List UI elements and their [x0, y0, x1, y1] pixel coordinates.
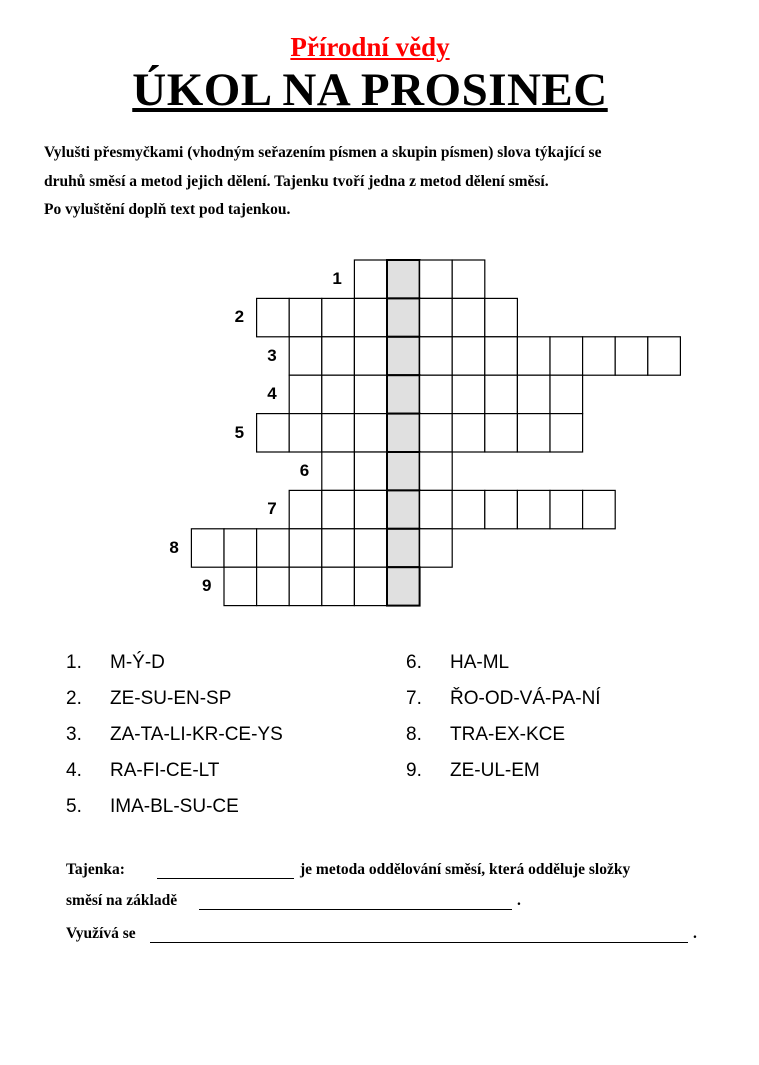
crossword-cell[interactable]	[583, 337, 616, 375]
solution-blank[interactable]	[157, 860, 294, 879]
clue-number: 8.	[406, 724, 422, 745]
crossword-cell[interactable]	[257, 414, 290, 452]
crossword-cell[interactable]	[289, 298, 322, 336]
solution-cell[interactable]	[387, 567, 420, 605]
clue-number: 4.	[66, 760, 82, 781]
crossword-cell[interactable]	[354, 337, 387, 375]
crossword-cell[interactable]	[420, 337, 453, 375]
clue-anagram: ZE-SU-EN-SP	[110, 688, 232, 709]
crossword-cell[interactable]	[485, 298, 518, 336]
crossword-cell[interactable]	[224, 529, 257, 567]
crossword-cell[interactable]	[354, 298, 387, 336]
row-number: 4	[267, 384, 277, 404]
clue-number: 9.	[406, 760, 422, 781]
solution-cell[interactable]	[387, 529, 420, 567]
crossword-cell[interactable]	[257, 529, 290, 567]
crossword-cell[interactable]	[420, 260, 453, 298]
crossword-cell[interactable]	[517, 414, 550, 452]
crossword-cell[interactable]	[420, 375, 453, 413]
clue-number: 1.	[66, 652, 82, 673]
solution-cell[interactable]	[387, 375, 420, 413]
crossword-cell[interactable]	[289, 567, 322, 605]
solution-label: Tajenka:	[66, 861, 125, 878]
crossword-cell[interactable]	[289, 375, 322, 413]
crossword-cell[interactable]	[452, 375, 485, 413]
crossword-cell[interactable]	[615, 337, 648, 375]
crossword-cell[interactable]	[485, 490, 518, 528]
solution-cell[interactable]	[387, 452, 420, 490]
crossword-cell[interactable]	[289, 490, 322, 528]
crossword-cell[interactable]	[322, 452, 355, 490]
crossword-cell[interactable]	[550, 414, 583, 452]
crossword-cell[interactable]	[420, 452, 453, 490]
crossword-cell[interactable]	[452, 298, 485, 336]
crossword-cell[interactable]	[583, 490, 616, 528]
crossword-cell[interactable]	[452, 337, 485, 375]
crossword-cell[interactable]	[420, 529, 453, 567]
clue-anagram: IMA-BL-SU-CE	[110, 796, 239, 817]
solution-cell[interactable]	[387, 260, 420, 298]
subject-heading: Přírodní vědy	[290, 32, 450, 62]
clue-anagram: M-Ý-D	[110, 652, 165, 673]
row-number: 8	[169, 537, 179, 557]
crossword-cell[interactable]	[322, 375, 355, 413]
crossword-cell[interactable]	[485, 375, 518, 413]
fill-text: je metoda oddělování směsí, která odděluje složky	[300, 861, 631, 878]
solution-cell[interactable]	[387, 298, 420, 336]
crossword-cell[interactable]	[322, 337, 355, 375]
crossword-cell[interactable]	[550, 375, 583, 413]
crossword-cell[interactable]	[420, 414, 453, 452]
crossword-cell[interactable]	[452, 260, 485, 298]
crossword-cell[interactable]	[648, 337, 681, 375]
row-number: 6	[299, 461, 310, 480]
clue-number: 5.	[66, 796, 82, 817]
fill-period: .	[517, 892, 521, 909]
row-number: 2	[234, 307, 245, 327]
crossword-cell[interactable]	[289, 529, 322, 567]
row-number: 7	[267, 499, 277, 519]
crossword-cell[interactable]	[354, 490, 387, 528]
crossword-cell[interactable]	[191, 529, 224, 567]
crossword-cell[interactable]	[322, 490, 355, 528]
crossword-cell[interactable]	[420, 490, 453, 528]
crossword-cell[interactable]	[485, 337, 518, 375]
page-title: ÚKOL NA PROSINEC	[132, 64, 608, 116]
crossword-cell[interactable]	[354, 414, 387, 452]
row-number: 3	[267, 345, 277, 365]
clue-anagram: ŘO-OD-VÁ-PA-NÍ	[450, 688, 601, 709]
crossword-cell[interactable]	[289, 337, 322, 375]
usage-blank[interactable]	[150, 924, 688, 943]
crossword-cell[interactable]	[452, 414, 485, 452]
crossword-cell[interactable]	[322, 567, 355, 605]
solution-cell[interactable]	[387, 337, 420, 375]
clue-anagram: HA-ML	[450, 652, 510, 673]
crossword-cell[interactable]	[257, 298, 290, 336]
crossword-cell[interactable]	[452, 490, 485, 528]
instructions	[44, 139, 734, 225]
clue-number: 7.	[406, 688, 422, 709]
crossword-cell[interactable]	[354, 567, 387, 605]
clue-number: 3.	[66, 724, 82, 745]
crossword-cell[interactable]	[517, 490, 550, 528]
crossword-cell[interactable]	[354, 375, 387, 413]
solution-cell[interactable]	[387, 414, 420, 452]
clue-anagram: RA-FI-CE-LT	[110, 760, 220, 781]
crossword-cell[interactable]	[354, 452, 387, 490]
crossword-cell[interactable]	[322, 529, 355, 567]
clue-anagram: ZA-TA-LI-KR-CE-YS	[110, 724, 283, 745]
crossword-cell[interactable]	[322, 298, 355, 336]
crossword-cell[interactable]	[517, 337, 550, 375]
row-number: 1	[332, 269, 342, 288]
basis-blank[interactable]	[199, 891, 512, 910]
crossword-cell[interactable]	[322, 414, 355, 452]
fill-text: směsí na základě	[66, 892, 178, 909]
instruction-line: Po vyluštění doplň text pod tajenkou.	[44, 201, 291, 218]
clue-number: 2.	[66, 688, 82, 709]
instruction-line: Vylušti přesmyčkami (vhodným seřazením písmen a skupin písmen) slova týkající se	[44, 144, 602, 161]
clue-anagram: TRA-EX-KCE	[450, 724, 566, 745]
crossword-cell[interactable]	[420, 298, 453, 336]
crossword-cell[interactable]	[550, 337, 583, 375]
instruction-line: druhů směsí a metod jejich dělení. Tajenku tvoří jedna z metod dělení směsí.	[44, 172, 549, 190]
crossword-cell[interactable]	[354, 529, 387, 567]
clue-anagram: ZE-UL-EM	[450, 760, 540, 781]
crossword-cell[interactable]	[550, 490, 583, 528]
solution-cell[interactable]	[387, 490, 420, 528]
clue-number: 6.	[406, 652, 422, 673]
fill-period: .	[693, 925, 697, 942]
crossword-cell[interactable]	[485, 414, 518, 452]
crossword-cell[interactable]	[257, 567, 290, 605]
crossword-cell[interactable]	[224, 567, 257, 605]
fill-text: Využívá se	[66, 925, 136, 942]
row-number: 5	[234, 422, 245, 442]
row-number: 9	[202, 576, 212, 596]
crossword-cell[interactable]	[517, 375, 550, 413]
crossword-cell[interactable]	[354, 260, 387, 298]
crossword-cell[interactable]	[289, 414, 322, 452]
